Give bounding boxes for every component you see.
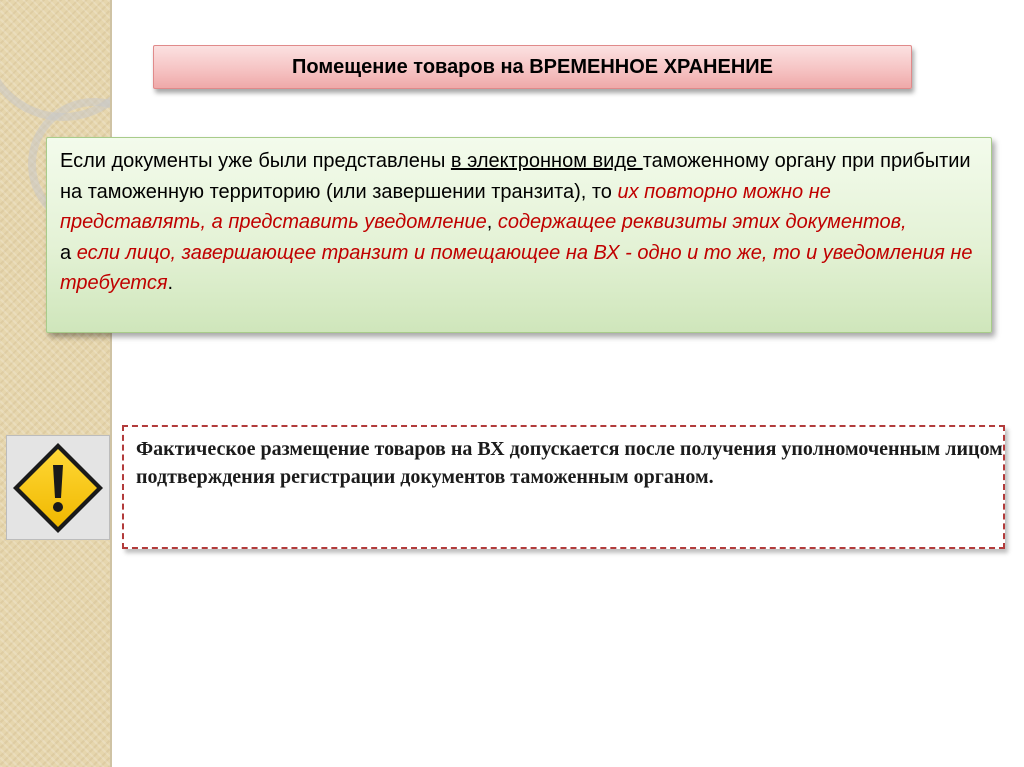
- info-text: ,: [486, 211, 498, 233]
- exclamation-warning-sign-icon: [10, 440, 106, 536]
- note-text: Фактическое размещение товаров на ВХ допускается после получения уполномоченным лицом подтверждения регистрации документов таможенным органом.: [136, 438, 1003, 488]
- sidebar-divider: [110, 0, 112, 767]
- info-text: .: [167, 272, 174, 294]
- info-text-highlight: содержащее реквизиты этих документов,: [497, 211, 907, 233]
- warning-sign: [6, 435, 110, 540]
- info-text-highlight: если лицо, завершающее транзит и помещающее на ВХ - одно и то же, то и уведомления не требуется: [60, 241, 973, 294]
- slide-title-text: Помещение товаров на ВРЕМЕННОЕ ХРАНЕНИЕ: [291, 55, 773, 78]
- info-text-highlight: их повторно можно не представлять, а представить уведомление: [60, 180, 831, 233]
- note-box: [122, 425, 1005, 549]
- info-text-underlined: в электронном виде: [450, 150, 643, 172]
- info-box: [46, 137, 992, 333]
- decorative-sidebar: [0, 0, 110, 767]
- info-text: а: [60, 241, 77, 264]
- info-text: Если документы уже были представлены: [60, 150, 451, 172]
- info-text: таможенному органу при прибытии на таможенную территорию (или завершении транзита), то: [60, 150, 971, 203]
- slide-title: [153, 45, 912, 89]
